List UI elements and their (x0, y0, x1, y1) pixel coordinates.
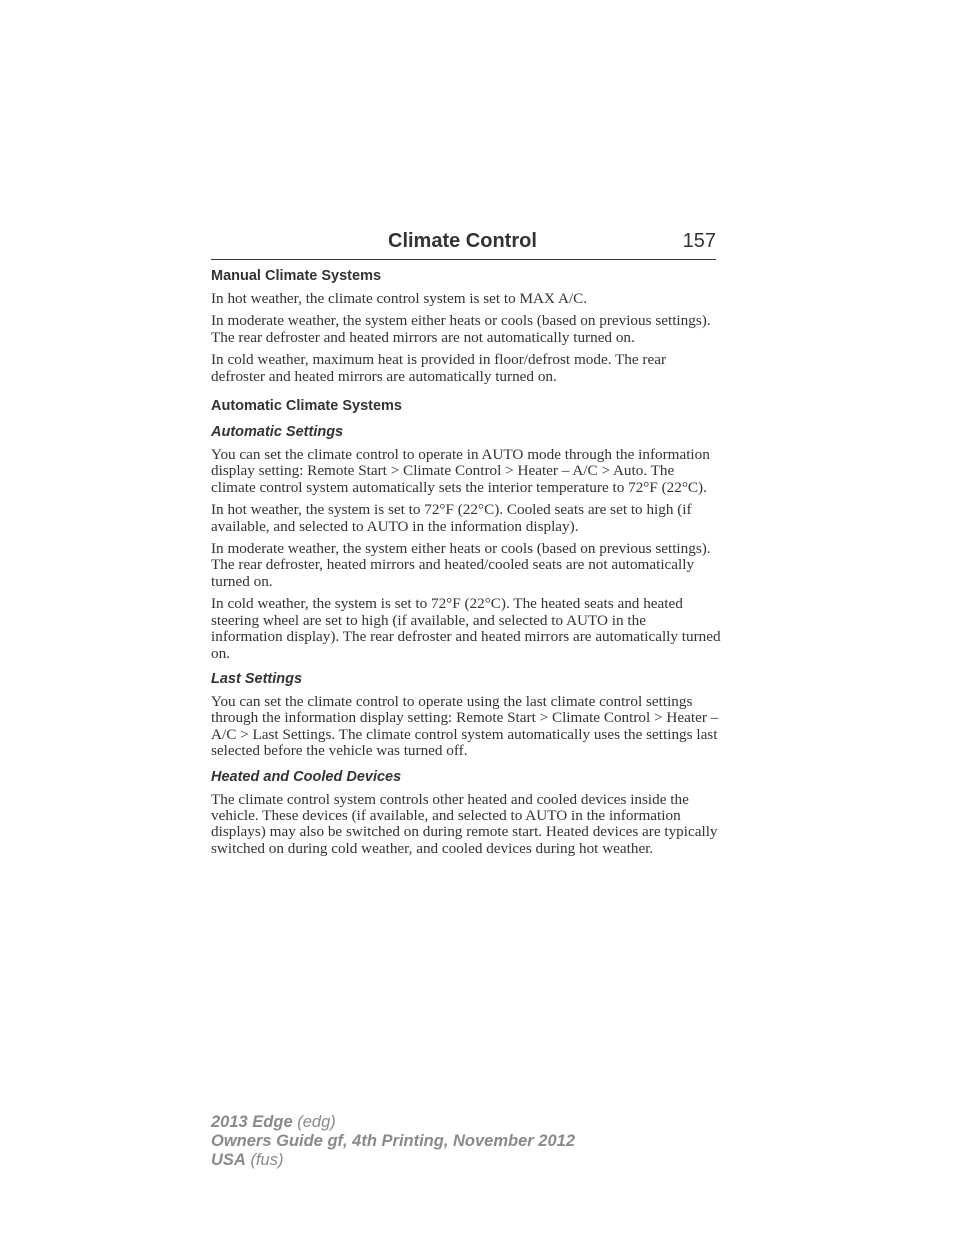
paragraph: The climate control system controls other heated and cooled devices inside the vehicle. These devices (if available, and selected to AUTO in the information displays) may also be switched on during remote start. Heated devices are typically switched on during cold weather, and cooled devices during hot weather. (211, 790, 718, 857)
footer-line-2 (211, 1132, 575, 1151)
page-number: 157 (682, 230, 716, 252)
subheading-heated-cooled-devices: Heated and Cooled Devices (211, 768, 402, 785)
paragraph: In cold weather, maximum heat is provided in floor/defrost mode. The rear defroster and heated mirrors are automatically turned on. (211, 351, 667, 385)
paragraph: In hot weather, the climate control system is set to MAX A/C. (211, 290, 588, 307)
paragraph: In cold weather, the system is set to 72°F (22°C). The heated seats and heated steering wheel are set to high (if available, and selected to AUTO in the information display). The rear defroster and heated mirrors are automatically turned on. (211, 595, 721, 662)
subheading-automatic-settings: Automatic Settings (211, 424, 344, 441)
paragraph: You can set the climate control to operate in AUTO mode through the information display setting: Remote Start > Climate Control > Heater – A/C > Auto. The climate control system automatically sets the interior temperature to 72°F (22°C). (211, 446, 710, 496)
page-header (211, 229, 716, 260)
paragraph: You can set the climate control to operate using the last climate control settings through the information display setting: Remote Start > Climate Control > Heater – A/C > Last Settings. The climate control system automatically uses the settings last selected before the vehicle was turned off. (211, 692, 719, 760)
footer-line-1 (211, 1113, 575, 1132)
page-footer (211, 1113, 575, 1170)
footer-line-3 (211, 1151, 575, 1170)
subheading-last-settings: Last Settings (211, 670, 303, 687)
footer-model-code: (edg) (297, 1113, 336, 1131)
paragraph: In moderate weather, the system either heats or cools (based on previous settings). The rear defroster and heated mirrors are not automatically turned on. (211, 312, 711, 346)
footer-market-code: (fus) (250, 1151, 284, 1169)
page-content (211, 268, 721, 863)
chapter-title: Climate Control (388, 230, 537, 252)
footer-printing: Owners Guide gf, 4th Printing, November 2012 (211, 1132, 575, 1150)
paragraph: In hot weather, the system is set to 72°F (22°C). Cooled seats are set to high (if available, and selected to AUTO in the information display). (211, 501, 692, 535)
footer-model: 2013 Edge (211, 1113, 293, 1131)
section-heading-manual: Manual Climate Systems (211, 268, 382, 284)
paragraph: In moderate weather, the system either heats or cools (based on previous settings). The rear defroster, heated mirrors and heated/cooled seats are not automatically turned on. (211, 540, 711, 590)
section-heading-automatic: Automatic Climate Systems (211, 398, 402, 415)
footer-market: USA (211, 1151, 246, 1169)
